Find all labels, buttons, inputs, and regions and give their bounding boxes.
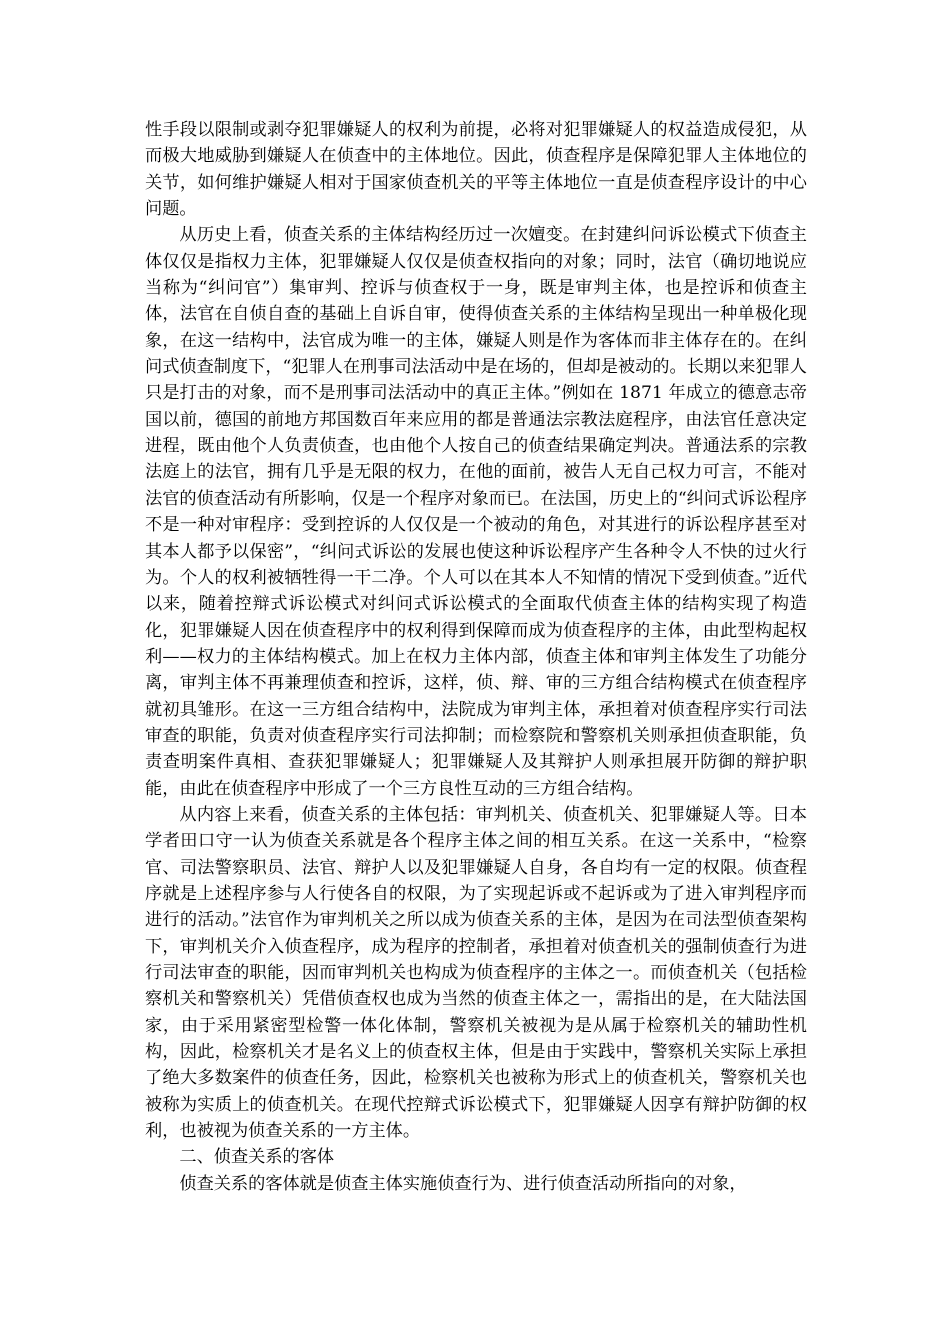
paragraph-content: 从内容上来看，侦查关系的主体包括：审判机关、侦查机关、犯罪嫌疑人等。日本学者田口守一认为侦查关系就是各个程序主体之间的相互关系。在这一关系中，“检察官、司法警察职员、法官、辩护人以及犯罪嫌疑人自身，各自均有一定的权限。侦查程序就是上述程序参与人行使各自的权限，为了实现起诉或不起诉或为了进入审判程序而进行的活动。”法官作为审判机关之所以成为侦查关系的主体，是因为在司法型侦查架构下，审判机关介入侦查程序，成为程序的控制者，承担着对侦查机关的强制侦查行为进行司法审查的职能，因而审判机关也构成为侦查程序的主体之一。而侦查机关（包括检察机关和警察机关）凭借侦查权也成为当然的侦查主体之一，需指出的是，在大陆法国家，由于采用紧密型检警一体化体制，警察机关被视为是从属于检察机关的辅助性机构，因此，检察机关才是名义上的侦查权主体，但是由于实践中，警察机关实际上承担了绝大多数案件的侦查任务，因此，检察机关也被称为形式上的侦查机关，警察机关也被称为实质上的侦查机关。在现代控辩式诉讼模式下，犯罪嫌疑人因享有辩护防御的权利，也被视为侦查关系的一方主体。 — [145, 804, 807, 1142]
paragraph-object: 侦查关系的客体就是侦查主体实施侦查行为、进行侦查活动所指向的对象， — [179, 1173, 747, 1194]
paragraph-continuation: 性手段以限制或剥夺犯罪嫌疑人的权利为前提，必将对犯罪嫌疑人的权益造成侵犯，从而极大地威胁到嫌疑人在侦查中的主体地位。因此，侦查程序是保障犯罪人主体地位的关节，如何维护嫌疑人相对于国家侦查机关的平等主体地位一直是侦查程序设计的中心问题。 — [145, 120, 807, 220]
paragraph-history: 从历史上看，侦查关系的主体结构经历过一次嬗变。在封建纠问诉讼模式下侦查主体仅仅是指权力主体，犯罪嫌疑人仅仅是侦查权指向的对象；同时，法官（确切地说应当称为“纠问官”）集审判、控诉与侦查权于一身，既是审判主体，也是控诉和侦查主体，法官在自侦自查的基础上自诉自审，使得侦查关系的主体结构呈现出一种单极化现象，在这一结构中，法官成为唯一的主体，嫌疑人则是作为客体而非主体存在的。在纠问式侦查制度下，“犯罪人在刑事司法活动中是在场的，但却是被动的。长期以来犯罪人只是打击的对象，而不是刑事司法活动中的真正主体。”例如在 1871 年成立的德意志帝国以前，德国的前地方邦国数百年来应用的都是普通法宗教法庭程序，由法官任意决定进程，既由他个人负责侦查，也由他个人按自己的侦查结果确定判决。普通法系的宗教法庭上的法官，拥有几乎是无限的权力，在他的面前，被告人无自己权力可言，不能对法官的侦查活动有所影响，仅是一个程序对象而已。在法国，历史上的“纠问式诉讼程序不是一种对审程序：受到控诉的人仅仅是一个被动的角色，对其进行的诉讼程序甚至对其本人都予以保密”，“纠问式诉讼的发展也使这种诉讼程序产生各种令人不快的过火行为。个人的权利被牺牲得一干二净。个人可以在其本人不知情的情况下受到侦查。”近代以来，随着控辩式诉讼模式对纠问式诉讼模式的全面取代侦查主体的结构实现了构造化，犯罪嫌疑人因在侦查程序中的权利得到保障而成为侦查程序的主体，由此型构起权利——权力的主体结构模式。加上在权力主体内部，侦查主体和审判主体发生了功能分离，审判主体不再兼理侦查和控诉，这样，侦、辩、审的三方组合结构模式在侦查程序就初具雏形。在这一三方组合结构中，法院成为审判主体，承担着对侦查程序实行司法审查的职能，负责对侦查程序实行司法抑制；而检察院和警察机关则承担侦查职能，负责查明案件真相、查获犯罪嫌疑人；犯罪嫌疑人及其辩护人则承担展开防御的辩护职能，由此在侦查程序中形成了一个三方良性互动的三方组合结构。 — [145, 225, 807, 799]
section-heading: 二、侦查关系的客体 — [179, 1147, 335, 1168]
document-body — [145, 117, 807, 1197]
